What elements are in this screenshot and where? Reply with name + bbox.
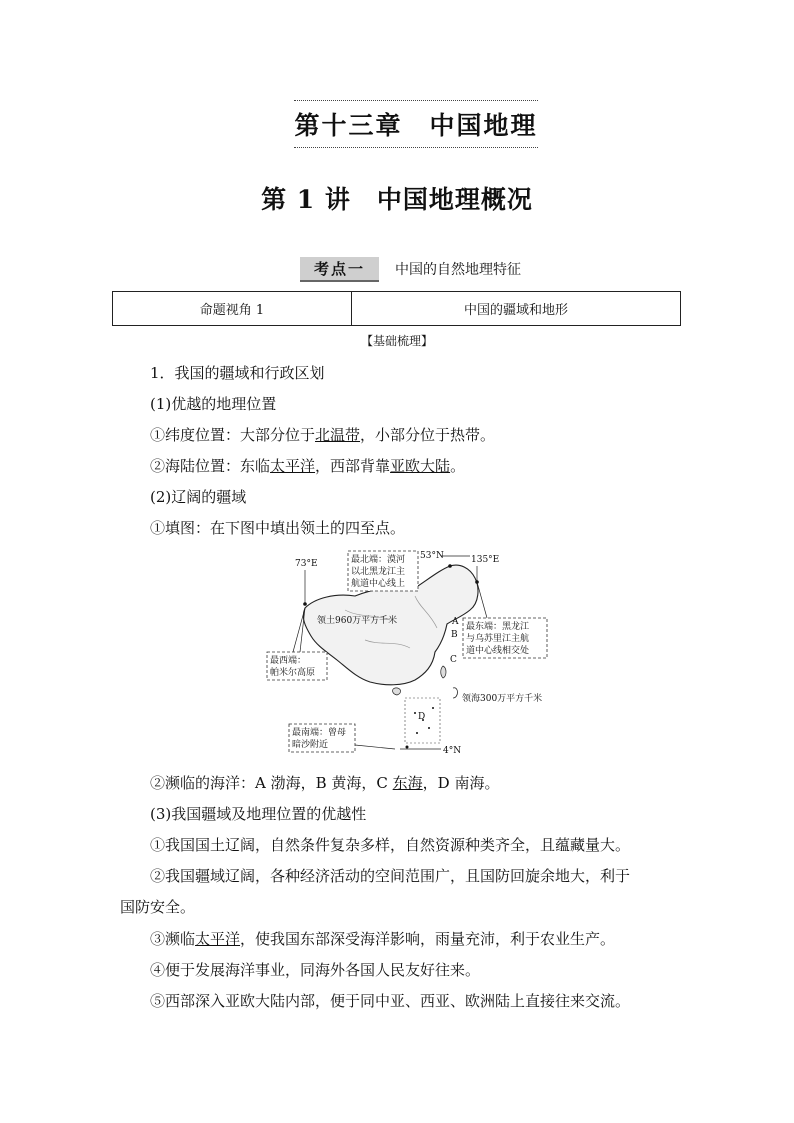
exam-point-desc: 中国的自然地理特征 (395, 262, 522, 278)
lat-south-label: 4°N (443, 746, 462, 756)
latitude-position-line (150, 424, 495, 445)
north-box-line-3: 航道中心线上 (351, 579, 406, 589)
south-box-line-2: 暗沙附近 (292, 740, 329, 750)
adv3-pre: ③濒临 (150, 930, 196, 948)
sea-post: 。 (450, 457, 466, 475)
lon-east-label: 135°E (471, 555, 500, 565)
taiwan-island (441, 666, 446, 678)
sea-label-c: C (450, 655, 457, 665)
west-box-line-1: 最西端： (270, 656, 307, 666)
angle-table-left: 命题视角 1 (113, 292, 352, 326)
seas-answer: 东海 (392, 774, 423, 792)
advantage-2-line-1: ②我国疆域辽阔，各种经济活动的空间范围广，且国防回旋余地大，利于 (150, 867, 631, 885)
angle-table-right: 中国的疆域和地形 (352, 292, 681, 326)
chapter-banner (294, 100, 538, 148)
exam-point-tag: 考点一 (300, 257, 379, 282)
east-box-line-2: 与乌苏里江主航 (466, 634, 530, 644)
chapter-title: 第十三章 中国地理 (294, 111, 538, 140)
section-1-2-title: (2)辽阔的疆域 (150, 488, 247, 506)
advantage-3 (150, 928, 615, 949)
south-box-line-1: 最南端：曾母 (292, 728, 347, 738)
adv3-answer: 太平洋 (195, 930, 241, 948)
west-box-line-2: 帕米尔高原 (270, 668, 316, 678)
sea-pre: ②海陆位置：东临 (150, 457, 271, 475)
advantage-5: ⑤西部深入亚欧大陆内部，便于同中亚、西亚、欧洲陆上直接往来交流。 (150, 992, 631, 1010)
sea-answer-1: 太平洋 (270, 457, 316, 475)
china-map-figure (265, 548, 565, 760)
sea-answer-2: 亚欧大陆 (390, 457, 451, 475)
advantage-4: ④便于发展海洋事业，同海外各国人民友好往来。 (150, 961, 481, 979)
advantage-1: ①我国国土辽阔，自然条件复杂多样，自然资源种类齐全，且蕴藏量大。 (150, 836, 631, 854)
hainan-island (393, 688, 401, 695)
section-subhead: 【基础梳理】 (360, 334, 433, 348)
sea-label-d: D (418, 712, 426, 722)
exam-point-heading (300, 258, 521, 280)
lat-pre: ①纬度位置：大部分位于 (150, 426, 316, 444)
sea-label-a: A (452, 617, 459, 627)
land-area-label: 领土960万平方千米 (317, 616, 398, 626)
sea-area-label: 领海300万平方千米 (462, 694, 543, 704)
lat-answer: 北温带 (315, 426, 361, 444)
seas-line (150, 772, 499, 793)
seas-post: ，D 南海。 (422, 774, 500, 792)
north-box-line-2: 以北黑龙江主 (351, 567, 406, 577)
east-box-line-1: 最东端：黑龙江 (466, 622, 530, 632)
sea-land-position-line (150, 455, 465, 476)
lat-north-label: 53°N (420, 551, 444, 561)
section-1-title: 1．我国的疆域和行政区划 (150, 364, 325, 382)
sea-label-b: B (451, 630, 458, 640)
lecture-title: 第 1 讲 中国地理概况 (261, 185, 533, 214)
section-1-3-title: (3)我国疆域及地理位置的优越性 (150, 805, 367, 823)
adv3-post: ，使我国东部深受海洋影响，雨量充沛，利于农业生产。 (240, 930, 616, 948)
section-1-1-title: (1)优越的地理位置 (150, 395, 277, 413)
sea-mid: ，西部背靠 (315, 457, 391, 475)
north-box-line-1: 最北端：漠河 (351, 555, 406, 565)
seas-pre: ②濒临的海洋：A 渤海，B 黄海，C (150, 774, 393, 792)
east-box-line-3: 道中心线相交处 (466, 646, 530, 656)
lat-post: ，小部分位于热带。 (360, 426, 496, 444)
lon-west-label: 73°E (295, 559, 318, 569)
advantage-2-line-2: 国防安全。 (120, 898, 196, 916)
angle-table (112, 291, 681, 326)
fill-map-instruction: ①填图：在下图中填出领土的四至点。 (150, 519, 406, 537)
